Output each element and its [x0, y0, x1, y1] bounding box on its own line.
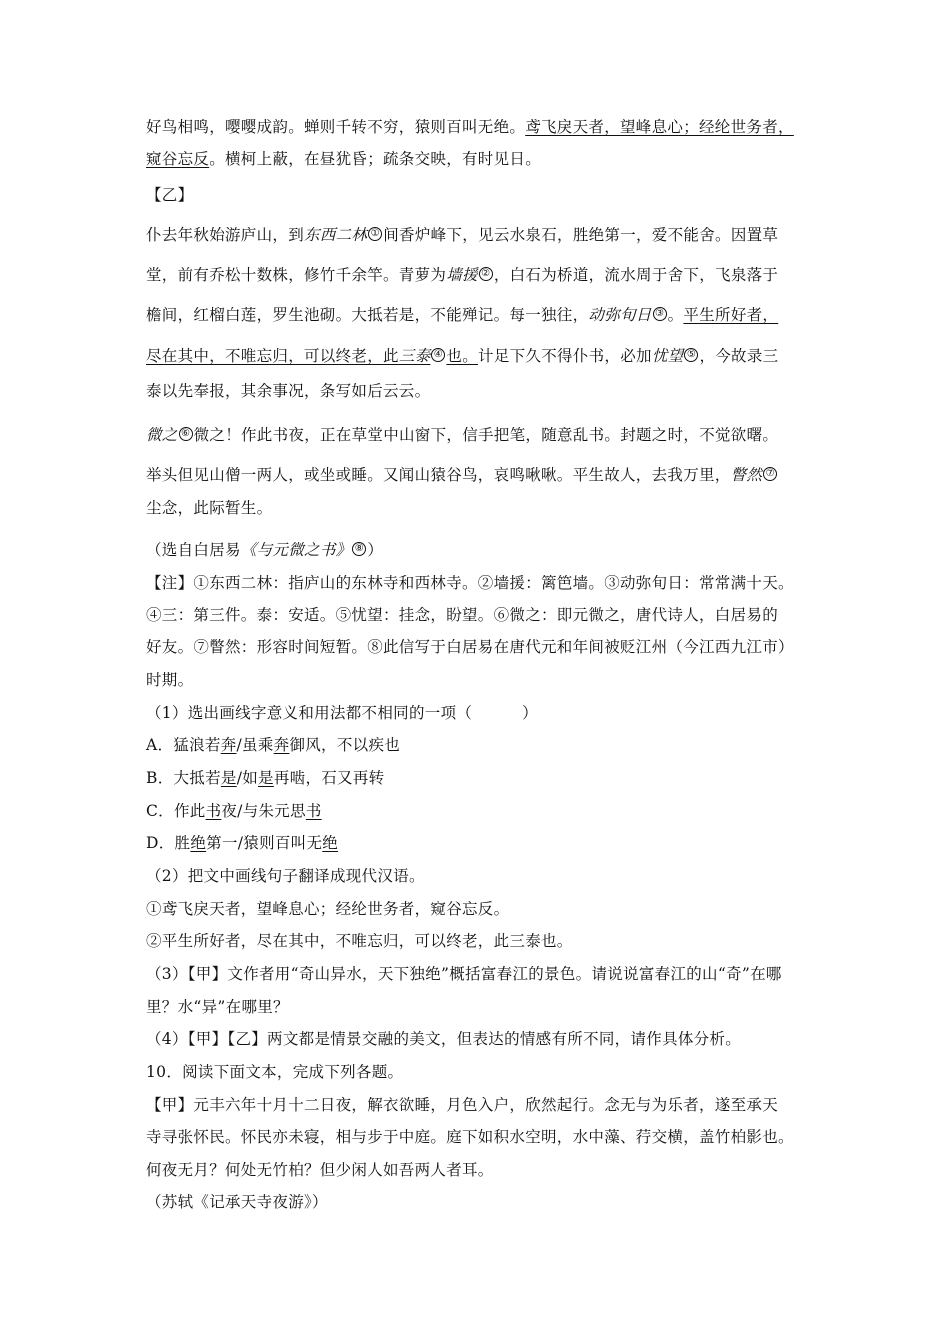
notes-line-2: ④三：第三件。泰：安适。⑤忧望：挂念，盼望。⑥微之：即元微之，唐代诗人，白居易的	[146, 606, 779, 624]
underlined-char: 绝	[322, 834, 339, 852]
text: 举头但见山僧一两人，或坐或睡。又闻山猿谷鸟，哀鸣啾啾。平生故人，去我万里，	[146, 466, 731, 484]
q4-stem: （4）【甲】【乙】两文都是情景交融的美文，但表达的情感有所不同，请作具体分析。	[146, 1030, 742, 1048]
text: 。横柯上蔽，在昼犹昏；疏条交映，有时见日。	[209, 150, 542, 168]
annotated-term: 墙援	[446, 266, 478, 284]
footnote-marker: ⑦	[763, 467, 777, 481]
jia-line-2	[146, 149, 816, 169]
text: 再啮，石又再转	[273, 769, 385, 787]
text: ）	[367, 541, 384, 559]
underlined-char: 书	[305, 802, 322, 820]
yi-source	[146, 540, 816, 560]
text: 第一/猿则百叫无	[206, 834, 323, 852]
q3-line-2: 里？水“异”在哪里？	[146, 998, 289, 1016]
underlined-sentence: 平生所好者，	[683, 306, 779, 324]
q10-line-3: 何夜无月？何处无竹柏？但少闲人如吾两人者耳。	[146, 1161, 494, 1179]
text: /如	[236, 769, 259, 787]
yi-line-8: 尘念，此际暂生。	[146, 499, 273, 517]
notes-line-3: 好友。⑦瞥然：形容时间短暂。⑧此信写于白居易在唐代元和年间被贬江州（今江西九江市）	[146, 638, 794, 656]
text: （1）选出画线字意义和用法都不相同的一项（	[146, 704, 473, 722]
underlined-sentence: 窥谷忘反	[146, 150, 210, 168]
source-title: 《与元微之书》	[240, 541, 352, 559]
underlined-char: 是	[220, 769, 237, 787]
text: 檐间，红榴白莲，罗生池砌。大抵若是，不能殚记。每一独往，	[146, 306, 589, 324]
yi-heading: 【乙】	[146, 186, 194, 204]
yi-line-5: 泰以先奉报，其余事况，条写如后云云。	[146, 382, 431, 400]
underlined-char: 书	[205, 802, 222, 820]
text: 。	[667, 306, 684, 324]
q10-source: （苏轼《记承天寺夜游》）	[146, 1193, 328, 1211]
q10-heading: 10．阅读下面文本，完成下列各题。	[146, 1063, 404, 1081]
footnote-marker: ⑧	[352, 542, 366, 556]
annotated-term: 东西二林	[304, 226, 368, 244]
text: ，白石为桥道，流水周于舍下，飞泉落于	[493, 266, 779, 284]
yi-line-6	[146, 425, 816, 445]
underlined-char: 绝	[190, 834, 207, 852]
text: 好鸟相鸣，嘤嘤成韵。蝉则千转不穷，猿则百叫无绝。	[146, 118, 526, 136]
q2-sentence-2: ②平生所好者，尽在其中，不唯忘归，可以终老，此三泰也。	[146, 932, 573, 950]
text: 计足下久不得仆书，必加	[478, 347, 652, 365]
text: 堂，前有乔松十数株，修竹千余竿。青萝为	[146, 266, 447, 284]
text: C．作此	[146, 802, 206, 820]
q2-sentence-1: ①鸢飞戾天者，望峰息心；经纶世务者，窥谷忘反。	[146, 900, 510, 918]
text: D．胜	[146, 834, 191, 852]
text: ）	[522, 704, 538, 722]
underlined-sentence: 鸢飞戾天者，望峰息心；经纶世务者，	[525, 118, 794, 136]
annotated-term: 微之	[146, 426, 178, 444]
q1-option-a	[146, 735, 816, 755]
text: 间香炉峰下，见云水泉石，胜绝第一，爱不能舍。因置草	[383, 226, 779, 244]
text: （选自白居易	[146, 541, 241, 559]
footnote-marker: ③	[653, 307, 667, 321]
q1-option-d	[146, 833, 816, 853]
notes-line-4: 时期。	[146, 671, 194, 689]
yi-line-7	[146, 465, 816, 485]
text: 仆去年秋始游庐山，到	[146, 226, 305, 244]
underlined-char: 奔	[273, 736, 290, 754]
q10-line-2: 寺寻张怀民。怀民亦未寝，相与步于中庭。庭下如积水空明，水中藻、荇交横，盖竹柏影也。	[146, 1128, 794, 1146]
q1-option-c	[146, 801, 816, 821]
underlined-sentence: 也。	[446, 347, 479, 365]
footnote-marker: ④	[431, 348, 445, 362]
q2-stem: （2）把文中画线句子翻译成现代汉语。	[146, 867, 425, 885]
text: /虽乘	[236, 736, 274, 754]
footnote-marker: ⑥	[179, 427, 193, 441]
annotated-term: 瞥然	[730, 466, 763, 484]
notes-line-1: 【注】①东西二林：指庐山的东林寺和西林寺。②墙援：篱笆墙。③动弥旬日：常常满十天。	[146, 574, 794, 592]
q10-line-1: 【甲】元丰六年十月十二日夜，解衣欲睡，月色入户，欣然起行。念无与为乐者，遂至承天	[146, 1096, 779, 1114]
annotated-term: 忧望	[651, 347, 684, 365]
annotated-term: 三泰	[398, 347, 431, 365]
footnote-marker: ⑤	[684, 348, 698, 362]
q3-line-1: （3）【甲】文作者用“奇山异水，天下独绝”概括富春江的景色。请说说富春江的山“奇”在哪	[146, 965, 782, 983]
text: 微之！作此书夜，正在草堂中山窗下，信手把笔，随意乱书。封题之时，不觉欲曙。	[193, 426, 779, 444]
text: 御风，不以疾也	[289, 736, 401, 754]
annotated-term: 动弥旬日	[588, 306, 652, 324]
underlined-char: 是	[258, 769, 274, 787]
text: A．猛浪若	[146, 736, 221, 754]
text: ，今故录三	[699, 347, 779, 365]
text: B．大抵若	[146, 769, 221, 787]
q1-option-b	[146, 768, 816, 788]
text: 夜/与朱元思	[221, 802, 306, 820]
yi-line-3	[146, 305, 816, 325]
footnote-marker: ②	[479, 267, 493, 281]
underlined-char: 奔	[220, 736, 237, 754]
jia-line-1	[146, 117, 816, 137]
footnote-marker: ①	[368, 227, 382, 241]
q1-stem	[146, 703, 816, 723]
yi-line-2	[146, 265, 816, 285]
yi-line-1	[146, 225, 816, 245]
yi-line-4	[146, 346, 816, 366]
underlined-sentence: 尽在其中，不唯忘归，可以终老，此	[146, 347, 399, 365]
